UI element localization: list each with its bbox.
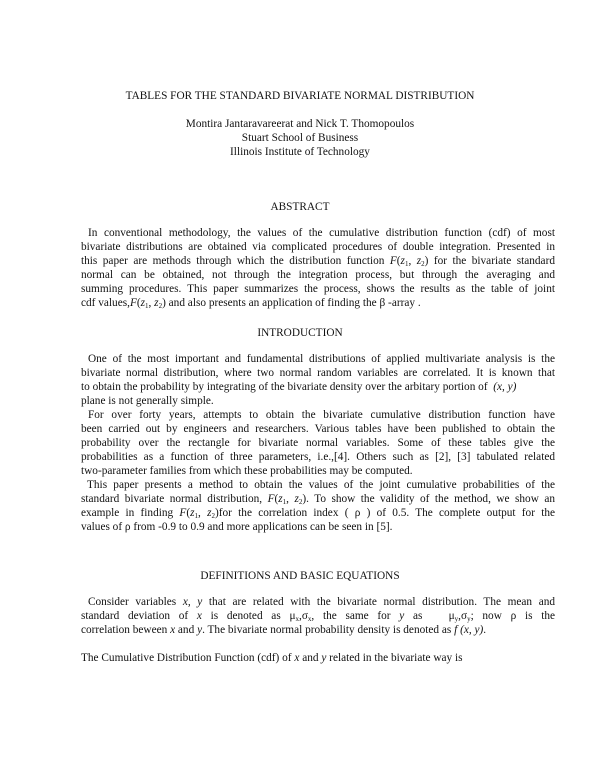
intro-line: to obtain the probability by integrating of the bivariate density over the arbitary portion of (x, y) — [81, 381, 517, 393]
intro-line: plane is not generally simple. — [81, 395, 214, 407]
intro-line: values of ρ from -0.9 to 0.9 and more applications can be seen in [5]. — [81, 521, 393, 533]
abstract-line: cdf $values,F(z_1$, $z_2$) and also presents an application of finding the β -array . — [81, 297, 421, 310]
intro-line: For over forty years, attempts to obtain the bivariate cumulative distribution function have — [88, 409, 555, 421]
abstract-line: this paper are methods through which the distribution function $F(z_1$, $z_2$) for the bivariate standard — [81, 255, 555, 268]
definitions-line: Consider variables x, y that are related with the bivariate normal distribution. The mean and — [88, 596, 556, 608]
abstract-heading: ABSTRACT — [270, 201, 330, 213]
paper-title: TABLES FOR THE STANDARD BIVARIATE NORMAL DISTRIBUTION — [125, 90, 475, 102]
definitions-line: standard deviation of x is denoted as $\mu_x,\sigma_x$, the same for y as $\mu_y,\sigma_y$; now ρ is the — [81, 610, 555, 623]
intro-line: This paper presents a method to obtain the values of the joint cumulative probabilities of the — [87, 479, 555, 491]
abstract-line: normal can be obtained, not through the integration process, but through the averaging and — [81, 269, 555, 281]
intro-line: two-parameter families from which these probabilities may be computed. — [81, 465, 413, 477]
definitions-heading: DEFINITIONS AND BASIC EQUATIONS — [200, 570, 400, 582]
author-names: Montira Jantaravareerat and Nick T. Thomopoulos — [185, 118, 415, 130]
intro-line: example in finding $F(z_1$, $z_2)for$ the correlation index ( ρ ) of 0.5. The complete output for the — [81, 507, 556, 520]
abstract-line: In conventional methodology, the values of the cumulative distribution function (cdf) of most — [88, 227, 555, 239]
abstract-line: bivariate distributions are obtained via complicated procedures of double integration. Presented in — [81, 241, 555, 253]
intro-line: bivariate normal distribution, where two normal random variables are correlated. It is known that — [81, 367, 555, 379]
intro-line: One of the most important and fundamental distributions of applied multivariate analysis is the — [88, 353, 555, 365]
intro-line: probabilities as a function of three parameters, i.e.,[4]. Others such as [2], [3] tabulated related — [81, 451, 555, 463]
definitions-line: correlation beween x and y. The bivariate normal probability density is denoted as f (x, y). — [81, 624, 487, 636]
introduction-heading: INTRODUCTION — [257, 327, 343, 339]
affiliation-school: Stuart School of Business — [241, 132, 359, 144]
definitions-line: The Cumulative Distribution Function (cdf) of x and y related in the bivariate way is — [81, 652, 463, 664]
affiliation-institute: Illinois Institute of Technology — [230, 146, 370, 158]
abstract-line: summing procedures. This paper summarizes the process, shows the results as the table of joint — [81, 283, 555, 295]
intro-line: been carried out by engineers and researchers. Various tables have been published to obtain the — [81, 423, 555, 435]
intro-line: standard bivariate normal distribution, $F(z_1$, $z_2$). To show the validity of the method, we show an — [81, 493, 555, 506]
intro-line: probability over the rectangle for bivariate normal variables. Some of these tables give the — [81, 437, 555, 449]
